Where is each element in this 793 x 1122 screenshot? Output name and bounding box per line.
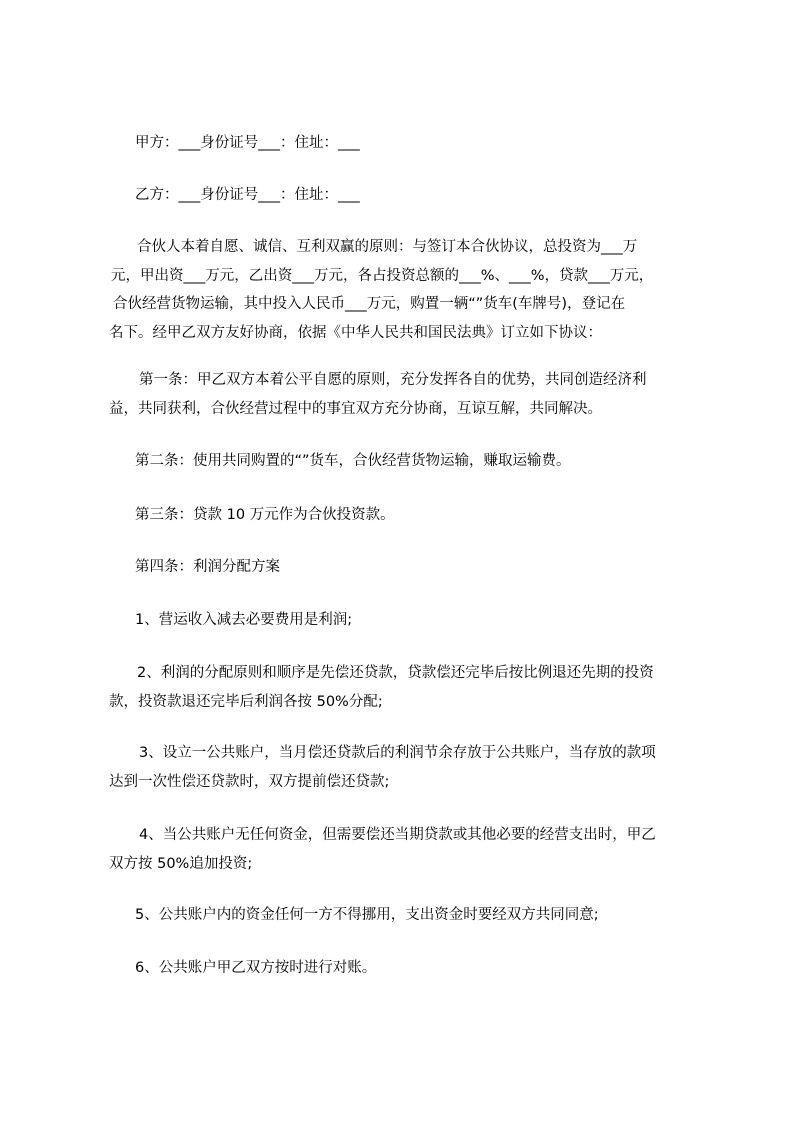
article-1-line: 第一条：甲乙双方本着公平自愿的原则，充分发挥各自的优势，共同创造经济利 (139, 372, 647, 388)
item-2-line: 2、利润的分配原则和顺序是先偿还贷款，贷款偿还完毕后按比例退还先期的投资 (137, 665, 654, 681)
article-1-line: 益，共同获利，合伙经营过程中的事宜双方充分协商，互谅互解，共同解决。 (109, 400, 602, 417)
party-a-text: 甲方：___身份证号___：住址：___ (135, 135, 360, 151)
item-3-line: 达到一次性偿还贷款时，双方提前偿还贷款; (109, 773, 390, 790)
item-6-text: 6、公共账户甲乙双方按时进行对账。 (135, 960, 377, 976)
item-4-line: 双方按 50%追加投资; (109, 855, 253, 872)
item-1-text: 1、营运收入减去必要费用是利润; (135, 612, 353, 628)
preamble-line: 名下。经甲乙双方友好协商，依据《中华人民共和国民法典》订立如下协议： (109, 324, 602, 341)
party-b-line (109, 181, 709, 210)
article-4-heading (109, 553, 709, 582)
item-4-line: 4、当公共账户无任何资金，但需要偿还当期贷款或其他必要的经营支出时，甲乙 (139, 827, 656, 843)
item-5-paragraph (109, 901, 709, 930)
item-1-paragraph (109, 606, 709, 635)
item-6-paragraph (109, 954, 709, 983)
preamble-paragraph (109, 233, 709, 347)
item-2-paragraph (109, 659, 709, 716)
preamble-line: 合伙经营货物运输，其中投入人民币___万元，购置一辆“”货车(车牌号)，登记在 (113, 296, 626, 312)
item-5-text: 5、公共账户内的资金任何一方不得挪用，支出资金时要经双方共同同意; (135, 907, 599, 923)
article-2-text: 第二条：使用共同购置的“”货车，合伙经营货物运输，赚取运输费。 (135, 453, 571, 469)
party-a-line (109, 129, 709, 158)
preamble-line: 元，甲出资___万元，乙出资___万元，各占投资总额的___%、___%，贷款___万元， (111, 267, 654, 284)
article-1-paragraph (109, 366, 709, 423)
preamble-line: 合伙人本着自愿、诚信、互利双赢的原则：与签订本合伙协议，总投资为___万 (137, 239, 638, 255)
article-3-paragraph (109, 501, 709, 530)
article-3-text: 第三条：贷款 10 万元作为合伙投资款。 (135, 507, 395, 523)
party-b-text: 乙方：___身份证号___：住址：___ (135, 187, 360, 203)
item-3-paragraph (109, 739, 709, 796)
article-4-text: 第四条：利润分配方案 (135, 559, 280, 575)
item-4-paragraph (109, 821, 709, 878)
article-2-paragraph (109, 447, 709, 476)
item-3-line: 3、设立一公共账户，当月偿还贷款后的利润节余存放于公共账户，当存放的款项 (139, 745, 656, 761)
item-2-line: 款，投资款退还完毕后利润各按 50%分配; (109, 693, 383, 710)
